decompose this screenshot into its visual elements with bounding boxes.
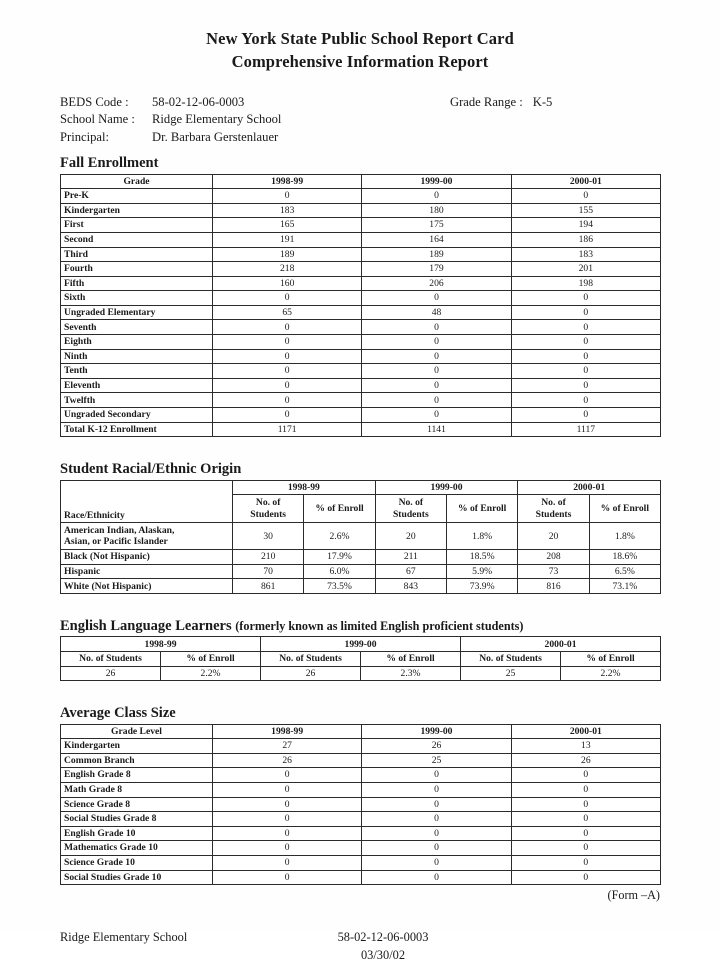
row-label: First [61,218,213,233]
column-header-1998-99: 1998-99 [213,174,362,189]
table-row [61,739,661,754]
section-spacer [0,594,720,610]
column-header-2000-01: 2000-01 [511,724,660,739]
cell-value: 175 [362,218,511,233]
cell-value: 0 [511,364,660,379]
ell-heading-sub: (formerly known as limited English proficient students) [235,619,524,633]
row-label-line-1: American Indian, Alaskan, [64,524,175,536]
students-line-1: No. of [398,497,424,509]
table-row [61,247,661,262]
column-header-percent: % of Enroll [161,651,261,666]
row-label: Seventh [61,320,213,335]
school-name-value: Ridge Elementary School [152,112,282,127]
table-row [61,782,661,797]
table-row [61,826,661,841]
row-label: Eighth [61,335,213,350]
cell-value: 206 [362,276,511,291]
cell-value: 0 [362,870,511,885]
fall-enrollment-body [61,189,661,437]
title-line-1: New York State Public School Report Card [206,29,514,48]
cell-value: 191 [213,232,362,247]
principal-label: Principal: [60,130,109,145]
table-row [61,408,661,423]
cell-value: 0 [213,855,362,870]
cell-value: 180 [362,203,511,218]
table-row [61,335,661,350]
cell-value: 73.1% [589,579,660,594]
cell-value: 0 [511,855,660,870]
ell-heading-main: English Language Learners [60,618,232,634]
cell-value: 0 [511,305,660,320]
column-header-grade: Grade [61,174,213,189]
table-row [61,378,661,393]
beds-code-row [60,94,660,112]
students-line-2: Students [535,508,572,520]
cell-value: 164 [362,232,511,247]
table-row [61,564,661,579]
cell-value: 0 [213,408,362,423]
cell-value: 218 [213,262,362,277]
cell-value: 73.9% [447,579,518,594]
footer-date: 03/30/02 [360,948,406,963]
cell-value: 26 [61,666,161,681]
cell-value: 0 [362,349,511,364]
table-row [61,203,661,218]
column-header-percent: % of Enroll [561,651,661,666]
column-header-1998-99: 1998-99 [213,724,362,739]
cell-value: 0 [511,841,660,856]
row-label: Common Branch [61,753,213,768]
cell-value: 25 [362,753,511,768]
cell-value: 0 [213,364,362,379]
table-header-row-years [61,480,661,495]
table-row [61,797,661,812]
racial-ethnic-heading: Student Racial/Ethnic Origin [60,461,242,478]
row-label: Eleventh [61,378,213,393]
cell-value: 1.8% [447,523,518,550]
school-name-row [60,111,660,129]
table-row [61,218,661,233]
cell-value: 0 [213,291,362,306]
table-row [61,870,661,885]
table-row [61,189,661,204]
column-header-2000-01: 2000-01 [461,637,661,652]
cell-value: 816 [518,579,589,594]
section-spacer [0,437,720,453]
document-title [0,0,720,74]
cell-value: 0 [213,812,362,827]
column-header-1999-00: 1999-00 [362,724,511,739]
students-line-1: No. of [541,497,566,509]
students-line-2: Students [250,508,287,520]
grade-range-row [450,94,552,112]
cell-value: 2.6% [304,523,375,550]
table-row [61,666,661,681]
row-label: Ungraded Secondary [61,408,213,423]
column-header-percent: % of Enroll [589,495,660,523]
class-size-heading: Average Class Size [60,705,176,722]
cell-value: 0 [213,826,362,841]
students-line-1: No. of [255,497,281,509]
cell-value: 0 [511,320,660,335]
cell-value: 186 [511,232,660,247]
cell-value: 73.5% [304,579,375,594]
cell-value: 0 [362,782,511,797]
row-label: Black (Not Hispanic) [61,550,233,565]
cell-value: 13 [511,739,660,754]
racial-ethnic-body [61,523,661,594]
cell-value: 25 [461,666,561,681]
cell-value: 18.6% [589,550,660,565]
ell-body [61,666,661,681]
cell-value: 26 [213,753,362,768]
cell-value: 70 [233,564,304,579]
cell-value: 0 [362,189,511,204]
cell-value: 189 [213,247,362,262]
cell-value: 0 [213,335,362,350]
grade-range-label: Grade Range : [450,94,523,109]
row-label: Hispanic [61,564,233,579]
cell-value: 155 [511,203,660,218]
form-tag: (Form –A) [607,888,660,903]
cell-value: 2.2% [161,666,261,681]
cell-value: 198 [511,276,660,291]
column-header-students: No. of Students [461,651,561,666]
cell-value: 1117 [511,422,660,437]
cell-value: 67 [375,564,446,579]
ell-heading [60,618,720,635]
row-label: English Grade 8 [61,768,213,783]
cell-value: 0 [362,320,511,335]
cell-value: 0 [362,291,511,306]
cell-value: 183 [213,203,362,218]
column-header-percent: % of Enroll [361,651,461,666]
cell-value: 1141 [362,422,511,437]
column-header-1999-00: 1999-00 [261,637,461,652]
cell-value: 160 [213,276,362,291]
cell-value: 0 [511,870,660,885]
cell-value: 26 [362,739,511,754]
column-header-2000-01: 2000-01 [518,480,661,495]
table-row [61,841,661,856]
cell-value: 26 [261,666,361,681]
cell-value: 0 [511,189,660,204]
table-row [61,320,661,335]
row-label: Total K-12 Enrollment [61,422,213,437]
cell-value: 861 [233,579,304,594]
cell-value: 6.0% [304,564,375,579]
table-row [61,768,661,783]
table-row [61,855,661,870]
table-row [61,579,661,594]
row-label: Mathematics Grade 10 [61,841,213,856]
row-label: Third [61,247,213,262]
school-identity-block [60,94,660,148]
cell-value: 0 [511,291,660,306]
row-label: Ninth [61,349,213,364]
row-label: Science Grade 8 [61,797,213,812]
cell-value: 27 [213,739,362,754]
cell-value: 65 [213,305,362,320]
cell-value: 1171 [213,422,362,437]
cell-value: 0 [362,826,511,841]
page-footer [60,929,660,965]
cell-value: 20 [375,523,446,550]
table-row [61,262,661,277]
table-row [61,291,661,306]
column-header-students: No. of Students [61,651,161,666]
row-label: White (Not Hispanic) [61,579,233,594]
students-line-2: Students [392,508,429,520]
cell-value: 0 [511,826,660,841]
row-label: Tenth [61,364,213,379]
cell-value: 0 [362,768,511,783]
cell-value: 0 [362,812,511,827]
cell-value: 5.9% [447,564,518,579]
column-header-2000-01: 2000-01 [511,174,660,189]
class-size-table [60,724,661,886]
cell-value: 201 [511,262,660,277]
cell-value: 0 [362,408,511,423]
fall-enrollment-table [60,174,661,438]
table-row [61,753,661,768]
column-header-1999-00: 1999-00 [375,480,518,495]
table-header-row [61,174,661,189]
cell-value: 183 [511,247,660,262]
cell-value: 0 [362,797,511,812]
cell-value: 0 [213,797,362,812]
table-row [61,523,661,550]
cell-value: 26 [511,753,660,768]
title-line-2: Comprehensive Information Report [231,51,489,71]
cell-value: 179 [362,262,511,277]
row-label: English Grade 10 [61,826,213,841]
principal-row [60,129,660,147]
table-header-row-subheads [61,651,661,666]
cell-value: 17.9% [304,550,375,565]
row-label: Pre-K [61,189,213,204]
row-label: Kindergarten [61,739,213,754]
cell-value: 0 [362,364,511,379]
cell-value: 0 [213,870,362,885]
row-label: Twelfth [61,393,213,408]
cell-value: 0 [362,393,511,408]
class-size-body [61,739,661,885]
cell-value: 211 [375,550,446,565]
cell-value: 48 [362,305,511,320]
cell-value: 0 [213,320,362,335]
principal-value: Dr. Barbara Gerstenlauer [152,130,279,145]
fall-enrollment-heading: Fall Enrollment [60,155,159,172]
column-header-1998-99: 1998-99 [233,480,376,495]
column-header-1999-00: 1999-00 [362,174,511,189]
cell-value: 0 [213,378,362,393]
section-spacer [0,681,720,697]
footer-beds-code: 58-02-12-06-0003 [337,930,429,945]
cell-value: 18.5% [447,550,518,565]
cell-value: 0 [213,782,362,797]
cell-value: 0 [511,393,660,408]
row-label: Kindergarten [61,203,213,218]
column-header-students [233,495,304,523]
beds-code-value: 58-02-12-06-0003 [152,94,245,109]
footer-school-name: Ridge Elementary School [60,930,188,945]
row-label [61,523,233,550]
cell-value: 0 [362,841,511,856]
cell-value: 2.2% [561,666,661,681]
cell-value: 0 [362,855,511,870]
column-header-1998-99: 1998-99 [61,637,261,652]
cell-value: 0 [213,768,362,783]
row-label: Fourth [61,262,213,277]
table-row [61,305,661,320]
row-label: Sixth [61,291,213,306]
cell-value: 165 [213,218,362,233]
table-row [61,232,661,247]
table-header-row-years [61,637,661,652]
column-header-race-ethnicity: Race/Ethnicity [61,480,233,523]
table-row-total [61,422,661,437]
cell-value: 73 [518,564,589,579]
cell-value: 0 [511,349,660,364]
cell-value: 208 [518,550,589,565]
column-header-grade-level: Grade Level [61,724,213,739]
cell-value: 189 [362,247,511,262]
cell-value: 0 [213,349,362,364]
row-label: Social Studies Grade 8 [61,812,213,827]
table-row [61,276,661,291]
table-row [61,393,661,408]
cell-value: 843 [375,579,446,594]
cell-value: 0 [511,768,660,783]
table-row [61,349,661,364]
row-label: Science Grade 10 [61,855,213,870]
cell-value: 0 [511,335,660,350]
cell-value: 2.3% [361,666,461,681]
cell-value: 30 [233,523,304,550]
row-label: Second [61,232,213,247]
cell-value: 6.5% [589,564,660,579]
cell-value: 210 [233,550,304,565]
cell-value: 0 [362,378,511,393]
cell-value: 0 [511,782,660,797]
row-label: Fifth [61,276,213,291]
column-header-students [375,495,446,523]
cell-value: 0 [362,335,511,350]
table-row [61,550,661,565]
row-label: Ungraded Elementary [61,305,213,320]
table-row [61,364,661,379]
beds-code-label: BEDS Code : [60,94,129,109]
cell-value: 0 [213,841,362,856]
racial-ethnic-table [60,480,661,594]
cell-value: 0 [213,189,362,204]
ell-table [60,636,661,681]
school-name-label: School Name : [60,112,135,127]
cell-value: 0 [511,408,660,423]
cell-value: 0 [511,797,660,812]
column-header-students: No. of Students [261,651,361,666]
column-header-percent: % of Enroll [447,495,518,523]
row-label: Math Grade 8 [61,782,213,797]
row-label: Social Studies Grade 10 [61,870,213,885]
table-row [61,812,661,827]
table-header-row [61,724,661,739]
column-header-students [518,495,589,523]
grade-range-value: K-5 [532,94,553,109]
column-header-percent: % of Enroll [304,495,375,523]
cell-value: 0 [213,393,362,408]
cell-value: 0 [511,378,660,393]
row-label-line-2: Asian, or Pacific Islander [64,536,168,548]
cell-value: 0 [511,812,660,827]
cell-value: 194 [511,218,660,233]
cell-value: 1.8% [589,523,660,550]
cell-value: 20 [518,523,589,550]
